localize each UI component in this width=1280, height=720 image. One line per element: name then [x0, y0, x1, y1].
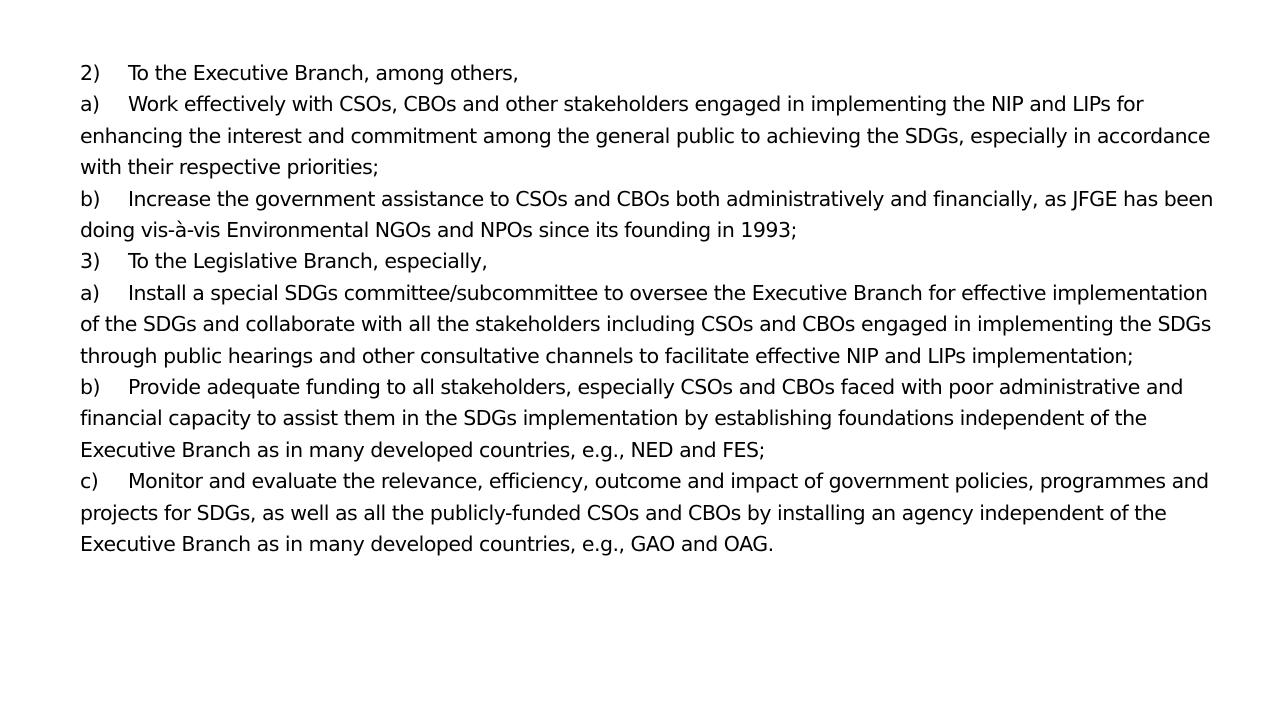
recommendation-2-heading — [80, 58, 1230, 89]
list-marker: 2) — [80, 61, 101, 85]
paragraph-text: Provide adequate funding to all stakeholders, especially CSOs and CBOs faced with poor administrative and financial capacity to assist them in the SDGs implementation by establishing foundations independent of the Executive Branch as in many developed countries, e.g., NED and FES; — [80, 375, 1183, 462]
paragraph-text: Install a special SDGs committee/subcommittee to oversee the Executive Branch for effective implementation of the SDGs and collaborate with all the stakeholders including CSOs and CBOs engaged in implementing the SDGs through public hearings and other consultative channels to facilitate effective NIP and LIPs implementation; — [80, 280, 1211, 368]
recommendation-3c — [80, 466, 1230, 560]
paragraph-text: Increase the government assistance to CSOs and CBOs both administratively and financially, as JFGE has been doing vis-à-vis Environmental NGOs and NPOs since its founding in 1993; — [80, 186, 1214, 243]
paragraph-text: Monitor and evaluate the relevance, efficiency, outcome and impact of government policies, programmes and projects for SDGs, as well as all the publicly-funded CSOs and CBOs by installing an agency independent of the Executive Branch as in many developed countries, e.g., GAO and OAG. — [80, 469, 1209, 557]
list-marker: a) — [80, 280, 100, 305]
paragraph-text: To the Executive Branch, among others, — [128, 61, 519, 85]
paragraph-text: Work effectively with CSOs, CBOs and other stakeholders engaged in implementing the NIP and LIPs for enhancing the interest and commitment among the general public to achieving the SDGs, especially in accordance with their respective priorities; — [80, 92, 1211, 180]
recommendation-3a — [80, 278, 1230, 372]
slide-body-text — [80, 58, 1230, 561]
recommendation-2a — [80, 89, 1230, 183]
list-marker: 3) — [80, 249, 101, 274]
paragraph-text: To the Legislative Branch, especially, — [128, 249, 488, 274]
list-marker: b) — [80, 186, 101, 211]
list-marker: c) — [80, 469, 99, 494]
recommendation-2b — [80, 184, 1230, 247]
recommendation-3b — [80, 372, 1230, 466]
list-marker: a) — [80, 92, 100, 117]
list-marker: b) — [80, 375, 101, 400]
recommendation-3-heading — [80, 246, 1230, 277]
